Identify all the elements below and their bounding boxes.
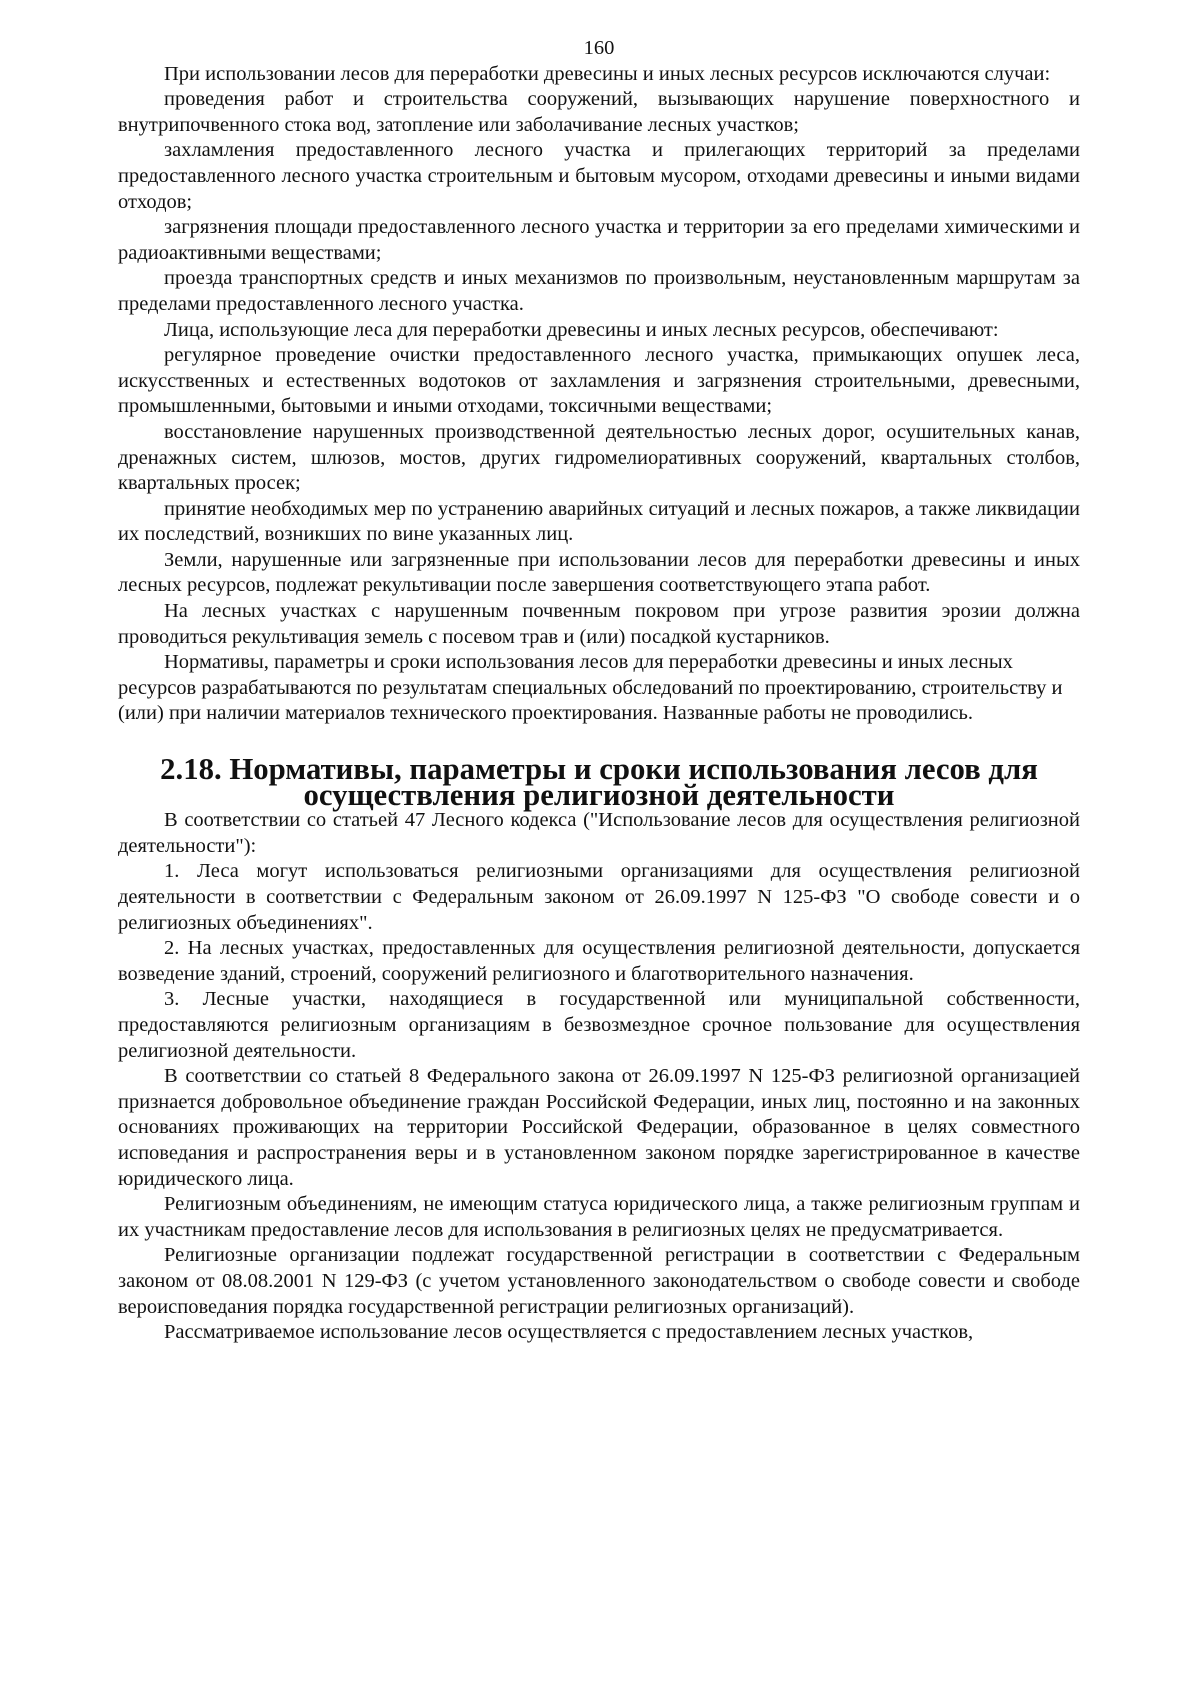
paragraph: 2. На лесных участках, предоставленных для осуществления религиозной деятельности, допускается возведение зданий, строений, сооружений религиозного и благотворительного назначения. — [118, 937, 1080, 985]
paragraph: проезда транспортных средств и иных механизмов по произвольным, неустановленным маршрутам за пределами предоставленного лесного участка. — [118, 267, 1080, 315]
paragraph: Религиозным объединениям, не имеющим статуса юридического лица, а также религиозным группам и их участникам предоставление лесов для использования в религиозных целях не предусматривается. — [118, 1193, 1080, 1241]
paragraph: Рассматриваемое использование лесов осуществляется с предоставлением лесных участков, — [164, 1321, 974, 1344]
paragraph: восстановление нарушенных производственной деятельностью лесных дорог, осушительных канав, дренажных систем, шлюзов, мостов, других гидромелиоративных сооружений, квартальных столбов, квартальных просек; — [118, 420, 1080, 495]
paragraph: Лица, использующие леса для переработки древесины и иных лесных ресурсов, обеспечивают: — [164, 318, 999, 341]
paragraph: 1. Леса могут использоваться религиозными организациями для осуществления религиозной деятельности в соответствии с Федеральным законом от 26.09.1997 N 125-ФЗ "О свободе совести и о религиозных объединениях". — [118, 860, 1080, 934]
paragraph: В соответствии со статьей 47 Лесного кодекса ("Использование лесов для осуществления религиозной деятельности"): — [118, 809, 1080, 857]
paragraph: загрязнения площади предоставленного лесного участка и территории за его пределами химическими и радиоактивными веществами; — [118, 216, 1080, 264]
section-forest-processing — [118, 62, 1080, 727]
paragraph: принятие необходимых мер по устранению аварийных ситуаций и лесных пожаров, а также ликвидации их последствий, возникших по вине указанных лиц. — [118, 497, 1080, 546]
paragraph: 3. Лесные участки, находящиеся в государственной или муниципальной собственности, предоставляются религиозным организациям в безвозмездное срочное пользование для осуществления религиозной деятельности. — [118, 988, 1080, 1062]
paragraph: В соответствии со статьей 8 Федерального закона от 26.09.1997 N 125-ФЗ религиозной организацией признается добровольное объединение граждан Российской Федерации, иных лиц, постоянно и на законных основаниях проживающих на территории Российской Федерации, образованное в целях совместного исповедания и распространения веры и в установленном законом порядке зарегистрированное в качестве юридического лица. — [118, 1065, 1080, 1190]
paragraph: захламления предоставленного лесного участка и прилегающих территорий за пределами предоставленного лесного участка строительным и бытовым мусором, отходами древесины и иными видами отходов; — [118, 139, 1080, 213]
paragraph: При использовании лесов для переработки древесины и иных лесных ресурсов исключаются случаи: — [164, 62, 1051, 85]
section-heading: 2.18. Нормативы, параметры и сроки использования лесов для осуществления религиозной деятельности — [160, 752, 1038, 812]
paragraph: Религиозные организации подлежат государственной регистрации в соответствии с Федеральным законом от 08.08.2001 N 129-ФЗ (с учетом установленного законодательством о свободе совести и свободе вероисповедания порядка государственной регистрации религиозных организаций). — [118, 1244, 1080, 1318]
paragraph: На лесных участках с нарушенным почвенным покровом при угрозе развития эрозии должна проводиться рекультивация земель с посевом трав и (или) посадкой кустарников. — [118, 600, 1080, 648]
paragraph: проведения работ и строительства сооружений, вызывающих нарушение поверхностного и внутрипочвенного стока вод, затопление или заболачивание лесных участков; — [118, 88, 1080, 136]
paragraph: регулярное проведение очистки предоставленного лесного участка, примыкающих опушек леса, искусственных и естественных водотоков от захламления и загрязнения строительными, древесными, промышленными, бытовыми и иными отходами, токсичными веществами; — [118, 344, 1080, 418]
document-page — [118, 36, 1080, 1346]
paragraph: Нормативы, параметры и сроки использования лесов для переработки древесины и иных лесных ресурсов разрабатываются по результатам специальных обследований по проектированию, строительству и (или) при наличии материалов технического проектирования. Названные работы не проводились. — [118, 651, 1063, 725]
section-religious-use — [118, 752, 1080, 1346]
paragraph: Земли, нарушенные или загрязненные при использовании лесов для переработки древесины и иных лесных ресурсов, подлежат рекультивации после завершения соответствующего этапа работ. — [118, 548, 1080, 597]
page-number: 160 — [583, 37, 615, 59]
